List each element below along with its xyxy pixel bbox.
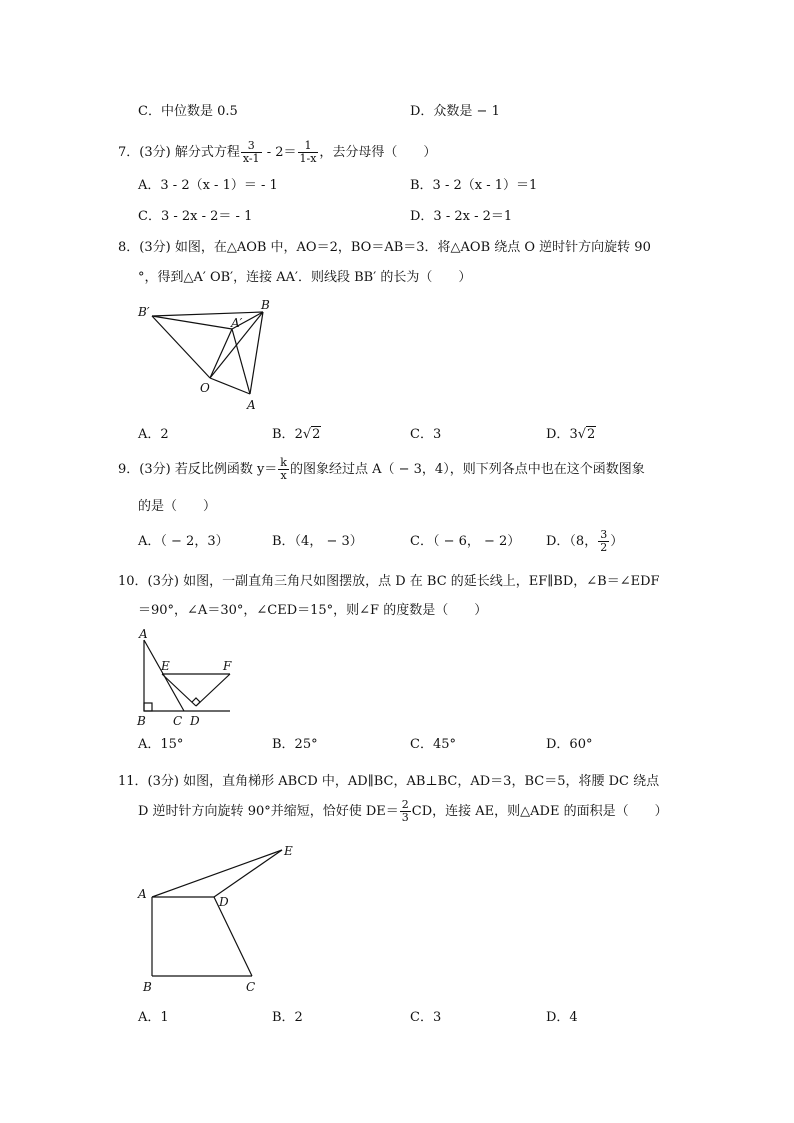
q10-option-b: B．25° <box>272 737 318 752</box>
q8-label-a: A <box>247 398 256 412</box>
q8-stem-line-2: °，得到△A′ OB′，连接 AA′．则线段 BB′ 的长为（ ） <box>138 270 472 285</box>
q9-stem-line-2: 的是（ ） <box>138 499 217 514</box>
q7-option-b: B．3 - 2（x - 1）＝1 <box>410 178 538 193</box>
q9-option-b: B．（4， − 3） <box>272 534 363 549</box>
q9-option-d-denominator: 2 <box>600 541 608 554</box>
q7-stem-suffix: ，去分母得（ ） <box>319 145 437 160</box>
q9-stem-line-1 <box>118 453 645 487</box>
q10-stem-line-2: ＝90°，∠A＝30°，∠CED＝15°，则∠F 的度数是（ ） <box>138 603 488 618</box>
q10-label-a: A <box>139 627 148 641</box>
q8-stem-line-1: 8．(3分) 如图，在△AOB 中，AO＝2，BO＝AB＝3．将△AOB 绕点 O 逆时针方向旋转 90 <box>118 240 651 255</box>
q10-label-e: E <box>161 659 170 673</box>
q8-option-b-prefix: B． <box>272 427 295 442</box>
q11-fraction <box>400 799 411 824</box>
q7-stem-prefix: 7．(3分) 解分式方程 <box>118 145 240 160</box>
q11-fraction-denominator: 3 <box>401 811 409 824</box>
q7-stem <box>118 136 436 170</box>
q8-option-c: C．3 <box>410 427 442 442</box>
q10-label-f: F <box>223 659 232 673</box>
q8-option-b-radical: √2 <box>302 427 321 442</box>
q10-label-c: C <box>173 714 183 728</box>
q8-option-d-coefficient: 3 <box>569 427 578 442</box>
q8-option-d-radicand: 2 <box>587 427 596 442</box>
q8-label-b: B <box>261 298 270 312</box>
q7-stem-mid: - 2＝ <box>262 145 297 160</box>
q11-stem-line-1: 11．(3分) 如图，直角梯形 ABCD 中，AD∥BC，AB⊥BC，AD＝3，BC＝5，将腰 DC 绕点 <box>118 774 660 789</box>
q11-fraction-numerator: 2 <box>401 798 409 811</box>
q7-option-c: C．3 - 2x - 2＝ - 1 <box>138 209 253 224</box>
q9-option-d <box>546 525 623 559</box>
q6-option-d: D．众数是 − 1 <box>410 104 500 119</box>
q8-label-o: O <box>200 381 210 395</box>
q7-option-a: A．3 - 2（x - 1）＝ - 1 <box>138 178 278 193</box>
q11-label-d: D <box>219 895 229 909</box>
q10-option-c: C．45° <box>410 737 456 752</box>
q9-option-d-fraction <box>598 529 609 554</box>
q10-option-d: D．60° <box>546 737 593 752</box>
q9-option-c: C．（ − 6， − 2） <box>410 534 521 549</box>
q9-fraction <box>278 457 289 482</box>
q11-option-a: A．1 <box>138 1010 169 1025</box>
q8-figure <box>130 296 290 414</box>
q11-option-c: C．3 <box>410 1010 442 1025</box>
q11-label-a: A <box>138 887 147 901</box>
q8-option-b <box>272 425 321 445</box>
q7-fraction-1 <box>241 140 262 165</box>
q8-label-a-prime: A′ <box>231 316 243 330</box>
q10-figure <box>134 626 238 730</box>
q7-option-d: D．3 - 2x - 2＝1 <box>410 209 513 224</box>
q7-fraction-1-denominator: x-1 <box>242 152 260 165</box>
q7-fraction-1-numerator: 3 <box>241 140 262 153</box>
q10-label-d: D <box>190 714 200 728</box>
q10-stem-line-1: 10．(3分) 如图，一副直角三角尺如图摆放，点 D 在 BC 的延长线上，EF∥BD，∠B＝∠EDF <box>118 574 660 589</box>
q9-stem-suffix: 的图象经过点 A（ − 3，4），则下列各点中也在这个函数图象 <box>289 462 645 477</box>
q9-option-d-prefix: D．（8， <box>546 534 598 549</box>
q11-label-c: C <box>246 980 256 994</box>
q7-fraction-2 <box>298 140 319 165</box>
q8-option-b-radicand: 2 <box>312 427 321 442</box>
q11-stem-line-2-suffix: CD，连接 AE，则△ADE 的面积是（ ） <box>411 804 668 819</box>
q9-option-d-suffix: ） <box>610 534 624 549</box>
q9-stem-prefix: 9．(3分) 若反比例函数 y＝ <box>118 462 278 477</box>
q7-fraction-2-numerator: 1 <box>298 140 319 153</box>
q11-label-e: E <box>284 844 293 858</box>
q11-option-d: D．4 <box>546 1010 578 1025</box>
q9-fraction-denominator: x <box>280 469 287 482</box>
q11-option-b: B．2 <box>272 1010 303 1025</box>
q8-option-d-prefix: D． <box>546 427 570 442</box>
q8-label-b-prime: B′ <box>138 305 150 319</box>
q9-option-a: A．（ − 2，3） <box>138 534 229 549</box>
q11-stem-line-2-prefix: D 逆时针方向旋转 90°并缩短，恰好使 DE＝ <box>138 804 399 819</box>
q10-label-b: B <box>137 714 146 728</box>
q8-option-b-coefficient: 2 <box>294 427 303 442</box>
q8-option-a: A．2 <box>138 427 169 442</box>
q8-option-d-radical: √2 <box>577 427 596 442</box>
q9-fraction-numerator: k <box>280 456 287 469</box>
q11-figure <box>134 840 304 996</box>
q11-stem-line-2 <box>138 795 668 829</box>
q6-option-c: C．中位数是 0.5 <box>138 104 238 119</box>
q8-option-d <box>546 425 596 445</box>
q9-option-d-numerator: 3 <box>600 528 608 541</box>
q10-option-a: A．15° <box>138 737 184 752</box>
q7-fraction-2-denominator: 1-x <box>299 152 317 165</box>
q11-label-b: B <box>143 980 152 994</box>
